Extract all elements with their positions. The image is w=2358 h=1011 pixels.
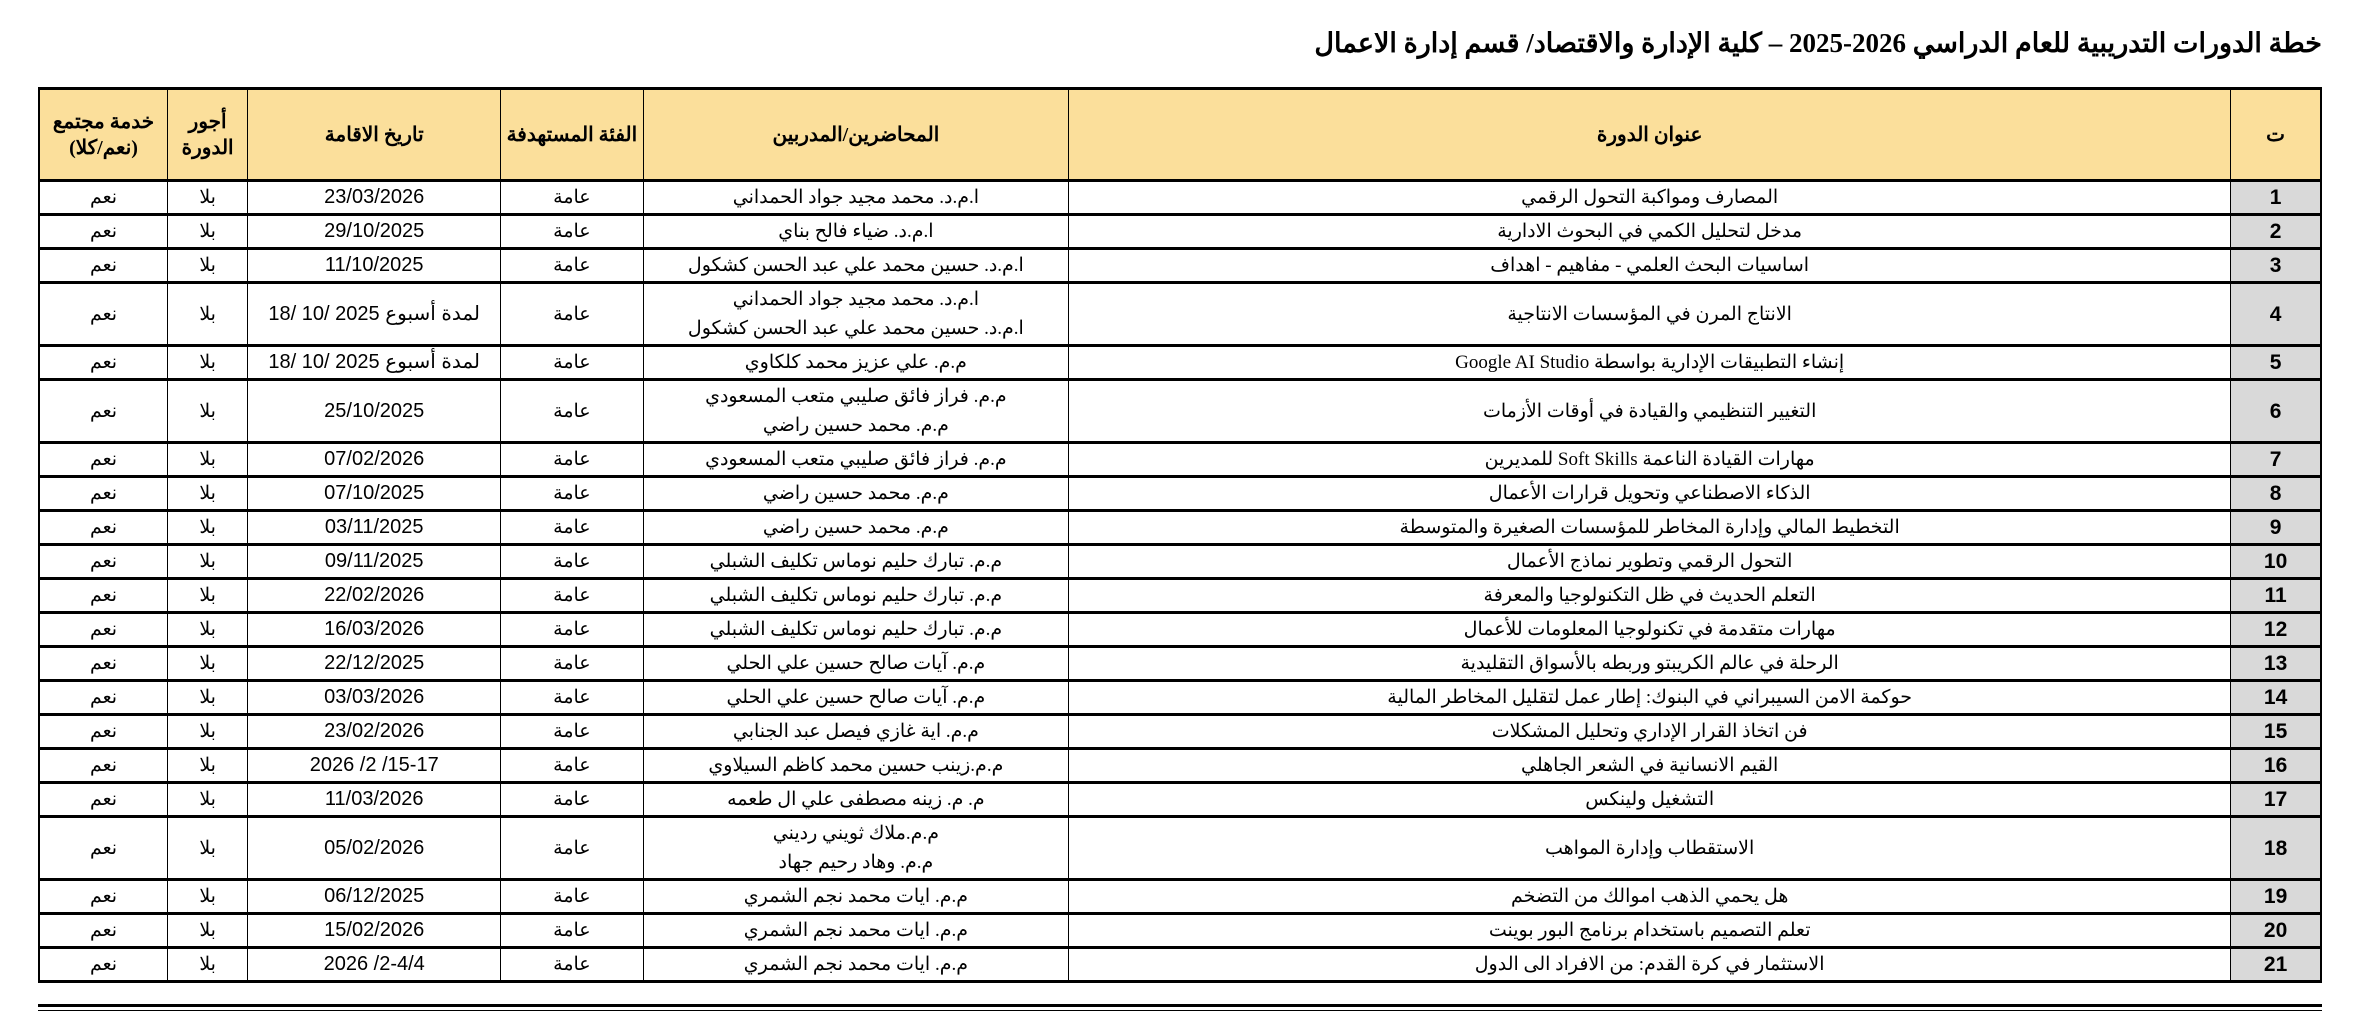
cell-community: نعم [39,477,168,511]
cell-date [248,681,501,715]
date-text: 22/02/2026 [324,582,424,609]
date-text: 07/02/2026 [324,446,424,473]
cell-title: القيم الانسانية في الشعر الجاهلي [1069,749,2231,783]
column-header-no: ت [2231,89,2321,181]
date-text: 2026 /2 /15-17 [310,752,439,779]
column-header-lecturers: المحاضرين/المدربين [643,89,1068,181]
table-row [39,249,2321,283]
date-text: 07/10/2025 [324,480,424,507]
cell-category: عامة [501,215,643,249]
column-header-fee: أجور الدورة [168,89,248,181]
cell-lecturers [643,443,1068,477]
cell-no: 21 [2231,948,2321,982]
table-row [39,346,2321,380]
cell-date [248,817,501,880]
table-row [39,817,2321,880]
date-text: 16/03/2026 [324,616,424,643]
cell-fee: بلا [168,545,248,579]
date-text: 23/03/2026 [324,184,424,211]
cell-no: 4 [2231,283,2321,346]
cell-category: عامة [501,380,643,443]
cell-lecturers [643,249,1068,283]
table-header [39,89,2321,181]
cell-community: نعم [39,817,168,880]
table-row [39,215,2321,249]
lecturer-name: م.م. وهاد رحيم جهاد [648,848,1064,877]
lecturer-name: م.م. فراز فائق صليبي متعب المسعودي [648,445,1064,474]
cell-lecturers [643,817,1068,880]
cell-date [248,511,501,545]
cell-no: 6 [2231,380,2321,443]
table-row [39,681,2321,715]
table-row [39,443,2321,477]
cell-fee: بلا [168,948,248,982]
column-header-community: خدمة مجتمع (نعم/كلا) [39,89,168,181]
cell-date [248,477,501,511]
cell-title: الانتاج المرن في المؤسسات الانتاجية [1069,283,2231,346]
cell-lecturers [643,715,1068,749]
cell-category: عامة [501,749,643,783]
cell-lecturers [643,647,1068,681]
date-text: 18/ 10/ 2025 لمدة أسبوع [268,349,480,376]
cell-no: 17 [2231,783,2321,817]
cell-fee: بلا [168,181,248,215]
cell-community: نعم [39,880,168,914]
date-text: 25/10/2025 [324,398,424,425]
cell-title: التشغيل ولينكس [1069,783,2231,817]
lecturer-name: م.م. اية غازي فيصل عبد الجنابي [648,717,1064,746]
cell-title: التغيير التنظيمي والقيادة في أوقات الأزمات [1069,380,2231,443]
cell-no: 3 [2231,249,2321,283]
lecturer-name: م.م. محمد حسين راضي [648,411,1064,440]
lecturer-name: م.م. آيات صالح حسين علي الحلي [648,683,1064,712]
date-text: 03/11/2025 [325,514,424,541]
lecturer-name: ا.م.د. حسين محمد علي عبد الحسن كشكول [648,314,1064,343]
cell-date [248,249,501,283]
lecturer-name: ا.م.د. محمد مجيد جواد الحمداني [648,285,1064,314]
date-text: 11/10/2025 [325,252,424,279]
lecturer-name: م.م. آيات صالح حسين علي الحلي [648,649,1064,678]
lecturer-name: م.م. تبارك حليم نوماس تكليف الشبلي [648,615,1064,644]
lecturer-name: م.م. ايات محمد نجم الشمري [648,950,1064,979]
cell-fee: بلا [168,511,248,545]
cell-fee: بلا [168,914,248,948]
cell-category: عامة [501,443,643,477]
cell-title: المصارف ومواكبة التحول الرقمي [1069,181,2231,215]
cell-fee: بلا [168,346,248,380]
cell-date [248,380,501,443]
cell-title: الذكاء الاصطناعي وتحويل قرارات الأعمال [1069,477,2231,511]
cell-lecturers [643,613,1068,647]
table-row [39,477,2321,511]
cell-lecturers [643,477,1068,511]
table-row [39,579,2321,613]
table-row [39,914,2321,948]
cell-title: الرحلة في عالم الكريبتو وربطه بالأسواق التقليدية [1069,647,2231,681]
cell-title: حوكمة الامن السيبراني في البنوك: إطار عمل لتقليل المخاطر المالية [1069,681,2231,715]
lecturer-name: م.م. محمد حسين راضي [648,513,1064,542]
cell-fee: بلا [168,477,248,511]
cell-category: عامة [501,948,643,982]
cell-lecturers [643,948,1068,982]
cell-no: 8 [2231,477,2321,511]
cell-lecturers [643,511,1068,545]
cell-title: اساسيات البحث العلمي - مفاهيم - اهداف [1069,249,2231,283]
lecturer-name: م.م. ايات محمد نجم الشمري [648,882,1064,911]
cell-date [248,880,501,914]
cell-category: عامة [501,249,643,283]
date-text: 15/02/2026 [324,917,424,944]
cell-date [248,749,501,783]
cell-no: 5 [2231,346,2321,380]
cell-community: نعم [39,215,168,249]
footer-divider [38,1004,2322,1011]
cell-category: عامة [501,817,643,880]
table-row [39,545,2321,579]
date-text: 29/10/2025 [324,218,424,245]
cell-fee: بلا [168,681,248,715]
date-text: 23/02/2026 [324,718,424,745]
cell-date [248,914,501,948]
cell-community: نعم [39,613,168,647]
cell-fee: بلا [168,715,248,749]
cell-lecturers [643,749,1068,783]
cell-date [248,346,501,380]
cell-title: الاستثمار في كرة القدم: من الافراد الى الدول [1069,948,2231,982]
cell-community: نعم [39,783,168,817]
cell-lecturers [643,783,1068,817]
table-row [39,380,2321,443]
cell-category: عامة [501,545,643,579]
cell-community: نعم [39,749,168,783]
lecturer-name: ا.م.د. محمد مجيد جواد الحمداني [648,183,1064,212]
cell-category: عامة [501,477,643,511]
cell-fee: بلا [168,579,248,613]
cell-lecturers [643,283,1068,346]
cell-category: عامة [501,346,643,380]
lecturer-name: م.م.زينب حسين محمد كاظم السيلاوي [648,751,1064,780]
cell-lecturers [643,579,1068,613]
table-row [39,283,2321,346]
lecturer-name: م.م. ايات محمد نجم الشمري [648,916,1064,945]
cell-date [248,545,501,579]
cell-no: 10 [2231,545,2321,579]
date-text: 11/03/2026 [325,786,424,813]
cell-category: عامة [501,181,643,215]
table-row [39,647,2321,681]
cell-community: نعم [39,380,168,443]
lecturer-name: م.م. محمد حسين راضي [648,479,1064,508]
date-text: 06/12/2025 [324,883,424,910]
cell-community: نعم [39,914,168,948]
cell-title: مهارات القيادة الناعمة Soft Skills للمديرين [1069,443,2231,477]
cell-community: نعم [39,181,168,215]
cell-fee: بلا [168,783,248,817]
cell-title: الاستقطاب وإدارة المواهب [1069,817,2231,880]
table-row [39,783,2321,817]
cell-community: نعم [39,346,168,380]
lecturer-name: ا.م.د. حسين محمد علي عبد الحسن كشكول [648,251,1064,280]
lecturer-name: م. م. زينه مصطفى علي ال طعمه [648,785,1064,814]
cell-date [248,948,501,982]
cell-no: 19 [2231,880,2321,914]
cell-title: مهارات متقدمة في تكنولوجيا المعلومات للأعمال [1069,613,2231,647]
cell-title: تعلم التصميم باستخدام برنامج البور بوينت [1069,914,2231,948]
column-header-category: الفئة المستهدفة [501,89,643,181]
table-row [39,715,2321,749]
cell-no: 16 [2231,749,2321,783]
cell-category: عامة [501,283,643,346]
cell-date [248,181,501,215]
cell-lecturers [643,181,1068,215]
table-row [39,880,2321,914]
cell-category: عامة [501,647,643,681]
cell-fee: بلا [168,817,248,880]
cell-title: إنشاء التطبيقات الإدارية بواسطة Google AI Studio [1069,346,2231,380]
table-row [39,948,2321,982]
cell-community: نعم [39,249,168,283]
cell-lecturers [643,914,1068,948]
cell-date [248,443,501,477]
cell-no: 15 [2231,715,2321,749]
cell-community: نعم [39,715,168,749]
date-text: 2026 /2-4/4 [324,951,425,978]
cell-fee: بلا [168,647,248,681]
lecturer-name: ا.م.د. ضياء فالح بناي [648,217,1064,246]
lecturer-name: م.م.ملاك ثويني رديني [648,819,1064,848]
cell-community: نعم [39,579,168,613]
cell-title: التخطيط المالي وإدارة المخاطر للمؤسسات الصغيرة والمتوسطة [1069,511,2231,545]
cell-community: نعم [39,545,168,579]
lecturer-name: م.م. تبارك حليم نوماس تكليف الشبلي [648,581,1064,610]
lecturer-name: م.م. فراز فائق صليبي متعب المسعودي [648,382,1064,411]
cell-no: 1 [2231,181,2321,215]
table-header-row [39,89,2321,181]
document-title: خطة الدورات التدريبية للعام الدراسي 2026-2025 – كلية الإدارة والاقتصاد/ قسم إدارة الاعمال [36,28,2322,59]
table-body [39,181,2321,982]
cell-fee: بلا [168,215,248,249]
lecturer-name: م.م. علي عزيز محمد كلكاوي [648,348,1064,377]
cell-date [248,215,501,249]
table-row [39,181,2321,215]
cell-community: نعم [39,681,168,715]
table-row [39,511,2321,545]
cell-community: نعم [39,283,168,346]
training-courses-table [38,87,2322,983]
cell-title: التعلم الحديث في ظل التكنولوجيا والمعرفة [1069,579,2231,613]
cell-community: نعم [39,511,168,545]
date-text: 18/ 10/ 2025 لمدة أسبوع [268,301,480,328]
cell-date [248,783,501,817]
date-text: 05/02/2026 [324,835,424,862]
cell-category: عامة [501,914,643,948]
column-header-date: تاريخ الاقامة [248,89,501,181]
footer-divider-thick-line [38,1004,2322,1007]
cell-category: عامة [501,579,643,613]
column-header-title: عنوان الدورة [1069,89,2231,181]
cell-fee: بلا [168,749,248,783]
cell-fee: بلا [168,283,248,346]
cell-no: 14 [2231,681,2321,715]
cell-lecturers [643,380,1068,443]
cell-no: 11 [2231,579,2321,613]
cell-date [248,647,501,681]
cell-title: فن اتخاذ القرار الإداري وتحليل المشكلات [1069,715,2231,749]
table-row [39,613,2321,647]
date-text: 09/11/2025 [325,548,424,575]
date-text: 03/03/2026 [324,684,424,711]
table-row [39,749,2321,783]
cell-title: هل يحمي الذهب اموالك من التضخم [1069,880,2231,914]
lecturer-name: م.م. تبارك حليم نوماس تكليف الشبلي [648,547,1064,576]
cell-fee: بلا [168,613,248,647]
cell-community: نعم [39,647,168,681]
cell-title: التحول الرقمي وتطوير نماذج الأعمال [1069,545,2231,579]
cell-category: عامة [501,880,643,914]
cell-community: نعم [39,948,168,982]
cell-no: 12 [2231,613,2321,647]
cell-category: عامة [501,681,643,715]
cell-lecturers [643,346,1068,380]
cell-lecturers [643,681,1068,715]
cell-date [248,613,501,647]
cell-lecturers [643,880,1068,914]
cell-lecturers [643,215,1068,249]
cell-date [248,715,501,749]
cell-fee: بلا [168,443,248,477]
cell-category: عامة [501,613,643,647]
cell-fee: بلا [168,249,248,283]
cell-fee: بلا [168,880,248,914]
cell-community: نعم [39,443,168,477]
cell-date [248,283,501,346]
cell-no: 9 [2231,511,2321,545]
cell-no: 20 [2231,914,2321,948]
cell-no: 13 [2231,647,2321,681]
cell-no: 7 [2231,443,2321,477]
cell-category: عامة [501,783,643,817]
cell-category: عامة [501,715,643,749]
cell-date [248,579,501,613]
cell-lecturers [643,545,1068,579]
cell-no: 2 [2231,215,2321,249]
cell-no: 18 [2231,817,2321,880]
cell-fee: بلا [168,380,248,443]
cell-category: عامة [501,511,643,545]
cell-title: مدخل لتحليل الكمي في البحوث الادارية [1069,215,2231,249]
date-text: 22/12/2025 [324,650,424,677]
